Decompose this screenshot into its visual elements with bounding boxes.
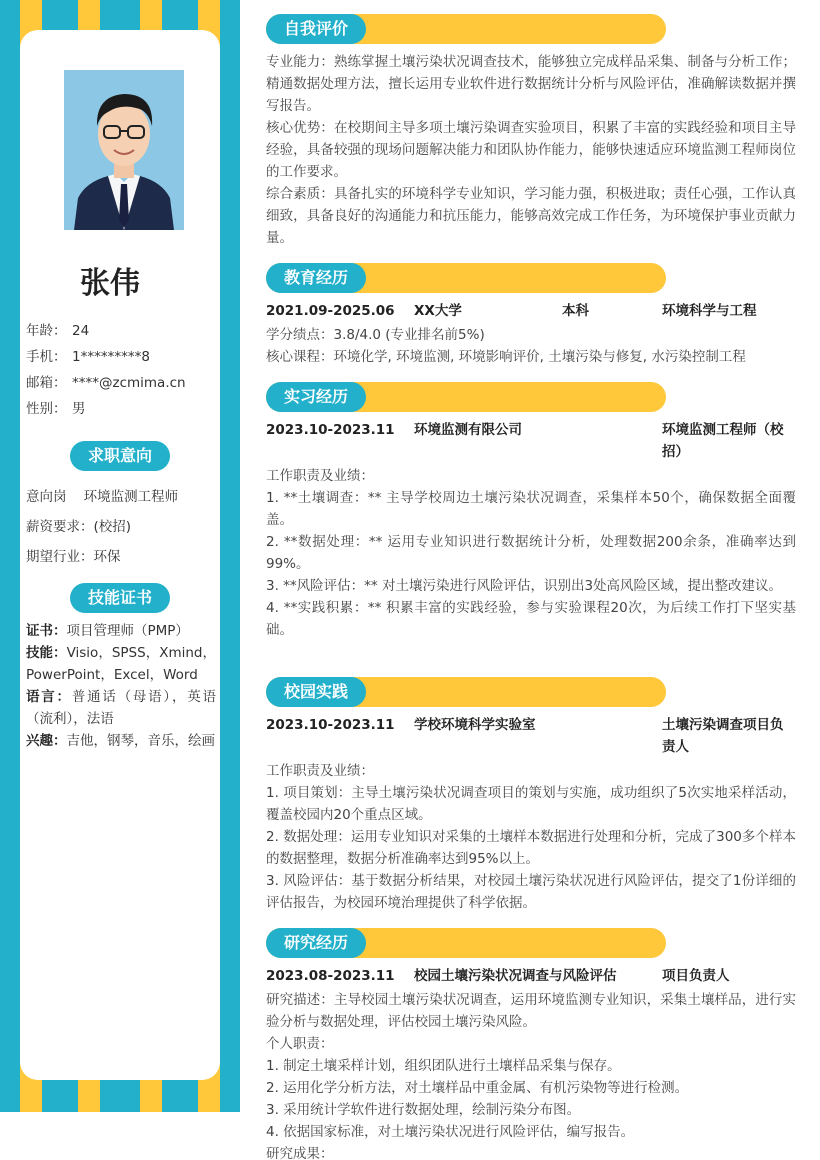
internship-item: 1. **土壤调查：** 主导学校周边土壤污染状况调查，采集样本50个，确保数据全面覆盖。 xyxy=(266,490,796,528)
skill-language: 语言：普通话（母语），英语（流利），法语 xyxy=(26,689,216,727)
skill-hobby: 兴趣：吉他，钢琴，音乐，绘画 xyxy=(26,733,215,749)
internship-intro: 工作职责及业绩： xyxy=(266,468,374,484)
job-intent xyxy=(26,482,216,572)
internship-details xyxy=(266,465,796,641)
research-date: 2023.08-2023.11 xyxy=(266,968,395,984)
internship-item: 3. **风险评估：** 对土壤污染进行风险评估，识别出3处高风险区域，提出整改建议。 xyxy=(266,578,783,594)
skill-cert: 证书：项目管理师（PMP） xyxy=(26,623,189,639)
personal-info xyxy=(26,318,216,422)
skills-title: 技能证书 xyxy=(70,583,170,613)
profile-card xyxy=(20,30,220,1080)
info-phone: 手机： 1*********8 xyxy=(26,349,150,365)
research-item: 1. 制定土壤采样计划，组织团队进行土壤样品采集与保存。 xyxy=(266,1058,621,1074)
candidate-name: 张伟 xyxy=(80,266,140,301)
campus-intro: 工作职责及业绩： xyxy=(266,763,374,779)
campus-item: 3. 风险评估：基于数据分析结果，对校园土壤污染状况进行风险评估，提交了1份详细的评估报告，为校园环境治理提供了科学依据。 xyxy=(266,873,796,911)
research-title: 研究经历 xyxy=(266,928,366,958)
section-research xyxy=(266,928,666,958)
research-role: 项目负责人 xyxy=(662,968,730,984)
skill-tools: 技能：Visio，SPSS，Xmind，PowerPoint，Excel，Word xyxy=(26,645,217,683)
sidebar-edge xyxy=(220,0,240,1112)
intent-title: 求职意向 xyxy=(70,441,170,471)
campus-date: 2023.10-2023.11 xyxy=(266,717,395,733)
research-item: 4. 依据国家标准，对土壤污染状况进行风险评估，编写报告。 xyxy=(266,1124,635,1140)
section-internship xyxy=(266,382,666,412)
campus-item: 2. 数据处理：运用专业知识对采集的土壤样本数据进行处理和分析，完成了300多个样本的数据整理，数据分析准确率达到95%以上。 xyxy=(266,829,796,867)
education-date: 2021.09-2025.06 xyxy=(266,303,395,319)
self-eval-paragraph: 专业能力：熟练掌握土壤污染状况调查技术，能够独立完成样品采集、制备与分析工作；精通数据处理方法，擅长运用专业软件进行数据统计分析与风险评估，准确解读数据并撰写报告。 xyxy=(266,54,796,114)
section-self-eval xyxy=(266,14,666,44)
research-project: 校园土壤污染状况调查与风险评估 xyxy=(414,968,617,984)
campus-org: 学校环境科学实验室 xyxy=(414,717,536,733)
section-education xyxy=(266,263,666,293)
internship-role: 环境监测工程师（校招） xyxy=(662,422,784,460)
intent-salary: 薪资要求：(校招) xyxy=(26,519,132,535)
profile-photo xyxy=(64,70,184,230)
education-courses: 核心课程：环境化学, 环境监测, 环境影响评价, 土壤污染与修复, 水污染控制工程 xyxy=(266,349,746,365)
education-school: XX大学 xyxy=(414,303,462,319)
education-details xyxy=(266,324,796,368)
intent-industry: 期望行业：环保 xyxy=(26,549,121,565)
research-duty-label: 个人职责： xyxy=(266,1036,334,1052)
research-details xyxy=(266,989,796,1160)
sidebar xyxy=(0,0,240,1112)
campus-role: 土壤污染调查项目负责人 xyxy=(662,717,784,755)
campus-details xyxy=(266,760,796,914)
research-result-label: 研究成果： xyxy=(266,1146,334,1160)
education-degree: 本科 xyxy=(562,303,589,319)
campus-item: 1. 项目策划：主导土壤污染状况调查项目的策划与实施，成功组织了5次实地采样活动，覆盖校园内20个重点区域。 xyxy=(266,785,796,823)
education-major: 环境科学与工程 xyxy=(662,303,757,319)
campus-header xyxy=(266,714,796,758)
education-title: 教育经历 xyxy=(266,263,366,293)
info-age: 年龄： 24 xyxy=(26,323,90,339)
internship-header xyxy=(266,419,796,463)
skills-list xyxy=(26,620,216,752)
research-item: 2. 运用化学分析方法，对土壤样品中重金属、有机污染物等进行检测。 xyxy=(266,1080,689,1096)
research-item: 3. 采用统计学软件进行数据处理，绘制污染分布图。 xyxy=(266,1102,581,1118)
info-email: 邮箱： ****@zcmima.cn xyxy=(26,375,186,391)
internship-title: 实习经历 xyxy=(266,382,366,412)
research-desc: 研究描述：主导校园土壤污染状况调查，运用环境监测专业知识，采集土壤样品，进行实验分析与数据处理，评估校园土壤污染风险。 xyxy=(266,992,796,1030)
info-gender: 性别： 男 xyxy=(26,401,86,417)
internship-date: 2023.10-2023.11 xyxy=(266,422,395,438)
internship-item: 4. **实践积累：** 积累丰富的实践经验，参与实验课程20次，为后续工作打下坚实基础。 xyxy=(266,600,796,638)
internship-item: 2. **数据处理：** 运用专业知识进行数据统计分析，处理数据200余条，准确率达到99%。 xyxy=(266,534,796,572)
campus-title: 校园实践 xyxy=(266,677,366,707)
education-header xyxy=(266,300,796,322)
research-header xyxy=(266,965,796,987)
internship-company: 环境监测有限公司 xyxy=(414,422,522,438)
self-eval-text xyxy=(266,51,796,249)
education-gpa: 学分绩点：3.8/4.0 (专业排名前5%) xyxy=(266,327,485,343)
self-eval-title: 自我评价 xyxy=(266,14,366,44)
intent-position: 意向岗 环境监测工程师 xyxy=(26,489,179,505)
self-eval-paragraph: 综合素质：具备扎实的环境科学专业知识，学习能力强，积极进取；责任心强，工作认真细致，具备良好的沟通能力和抗压能力，能够高效完成工作任务，为环境保护事业贡献力量。 xyxy=(266,186,796,246)
section-campus xyxy=(266,677,666,707)
self-eval-paragraph: 核心优势：在校期间主导多项土壤污染调查实验项目，积累了丰富的实践经验和项目主导经验，具备较强的现场问题解决能力和团队协作能力，能够快速适应环境监测工程师岗位的工作要求。 xyxy=(266,120,796,180)
